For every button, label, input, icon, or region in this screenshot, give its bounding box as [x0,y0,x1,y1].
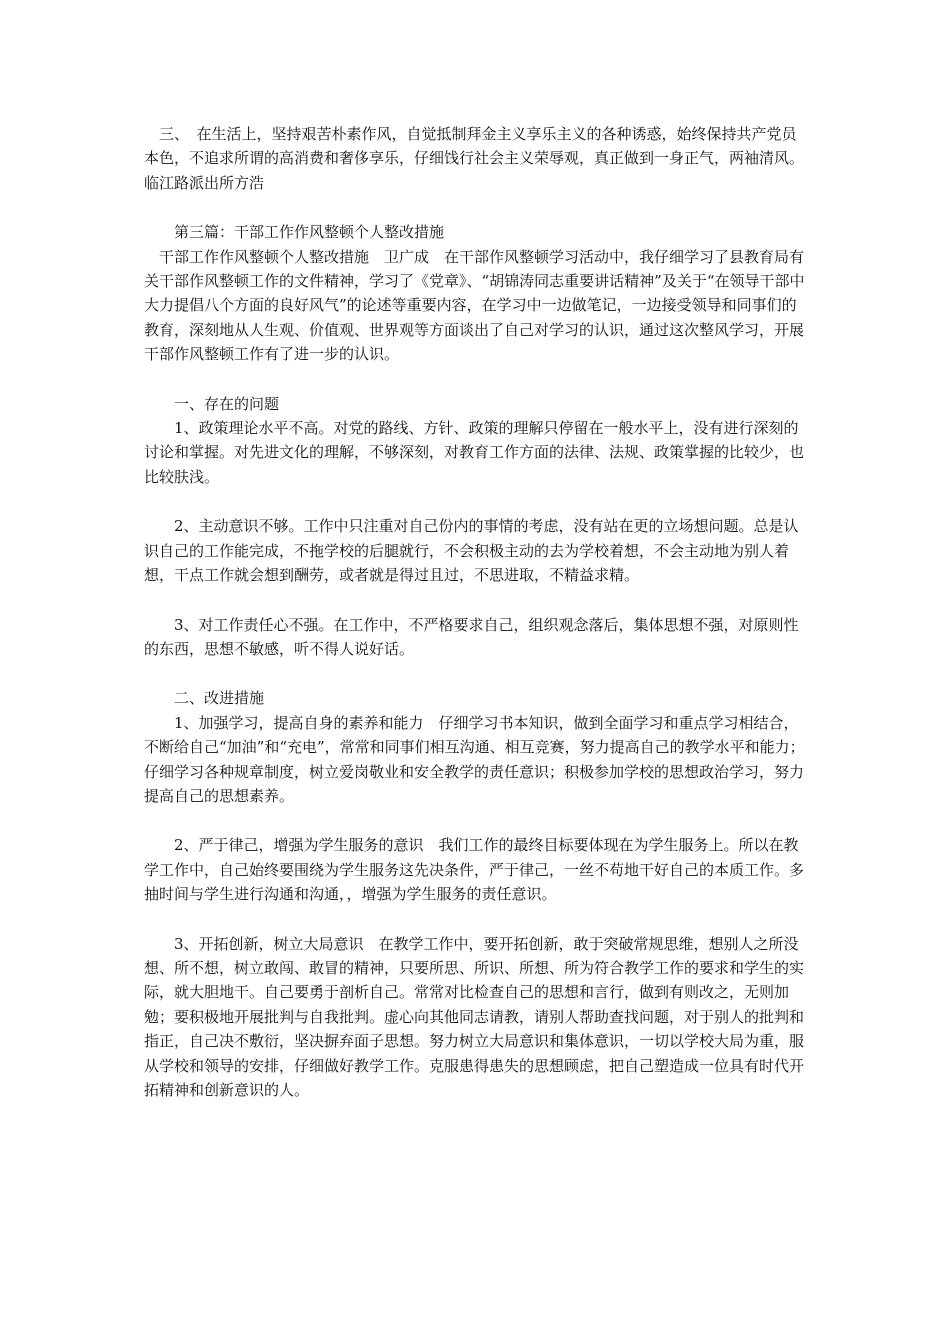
paragraph-measure-2: 2、严于律己，增强为学生服务的意识 我们工作的最终目标要体现在为学生服务上。所以在教学工作中，自己始终要围绕为学生服务这先决条件，严于律己，一丝不苟地干好自己的本质工作。多抽时间与学生进行沟通和沟通，，增强为学生服务的责任意识。 [144,836,805,904]
paragraph-life-conduct: 三、 在生活上，坚持艰苦朴素作风，自觉抵制拜金主义享乐主义的各种诱惑，始终保持共产党员本色，不追求所谓的高消费和奢侈享乐，仔细饯行社会主义荣辱观，真正做到一身正气，两袖清风。 临江路派出所方浩 [144,125,812,192]
document-body [144,122,812,1102]
spacer [144,907,806,932]
spacer [144,808,806,833]
paragraph-problem-3: 3、对工作责任心不强。在工作中，不严格要求自己，组织观念落后，集体思想不强，对原则性的东西，思想不敏感，听不得人说好话。 [144,615,799,658]
paragraph-intro: 干部工作作风整顿个人整改措施 卫广成 在干部作风整顿学习活动中，我仔细学习了县教育局有关干部作风整顿工作的文件精神，学习了《党章》、“胡锦涛同志重要讲话精神”及关于“在领导干部中大力提倡八个方面的良好风气”的论述等重要内容，在学习中一边做笔记，一边接受领导和同事们的教育，深刻地从人生观、价值观、世界观等方面谈出了自己对学习的认识，通过这次整风学习，开展干部作风整顿工作有了进一步的认识。 [144,247,805,364]
spacer [144,195,806,220]
paragraph-problem-1: 1、政策理论水平不高。对党的路线、方针、政策的理解只停留在一般水平上，没有进行深刻的讨论和掌握。对先进文化的理解，不够深刻，对教育工作方面的法律、法规、政策掌握的比较少，也比较肤浅。 [144,419,805,486]
section-heading-part3: 第三篇：干部工作作风整顿个人整改措施 [144,223,445,242]
paragraph-problem-2: 2、主动意识不够。工作中只注重对自己份内的事情的考虑，没有站在更的立场想问题。总是认识自己的工作能完成，不拖学校的后腿就行，不会积极主动的去为学校着想，不会主动地为别人着想，干点工作就会想到酬劳，或者就是得过且过，不思进取，不精益求精。 [144,517,799,585]
heading-improvement-measures: 二、改进措施 [144,689,265,708]
paragraph-measure-1: 1、加强学习，提高自身的素养和能力 仔细学习书本知识，做到全面学习和重点学习相结合，不断给自己“加油”和“充电”，常常和同事们相互沟通、相互竞赛，努力提高自己的教学水平和能力；仔细学习各种规章制度，树立爱岗敬业和安全教学的责任意识；积极参加学校的思想政治学习，努力提高自己的思想素养。 [144,713,805,805]
spacer [144,588,806,613]
spacer [144,661,806,686]
paragraph-measure-3: 3、开拓创新，树立大局意识 在教学工作中，要开拓创新，敢于突破常规思维，想别人之所没想、所不想，树立敢闯、敢冒的精神，只要所思、所识、所想、所为符合教学工作的要求和学生的实际，就大胆地干。自己要勇于剖析自己。常常对比检查自己的思想和言行，做到有则改之，无则加勉；要积极地开展批判与自我批判。虚心向其他同志请教，请别人帮助查找问题，对于别人的批判和指正，自己决不敷衍，坚决摒弃面子思想。努力树立大局意识和集体意识，一切以学校大局为重，服从学校和领导的安排，仔细做好教学工作。克服患得患失的思想顾虑，把自己塑造成一位具有时代开拓精神和创新意识的人。 [144,934,805,1099]
heading-existing-problems: 一、存在的问题 [144,394,280,413]
spacer [144,367,806,392]
spacer [144,489,806,514]
